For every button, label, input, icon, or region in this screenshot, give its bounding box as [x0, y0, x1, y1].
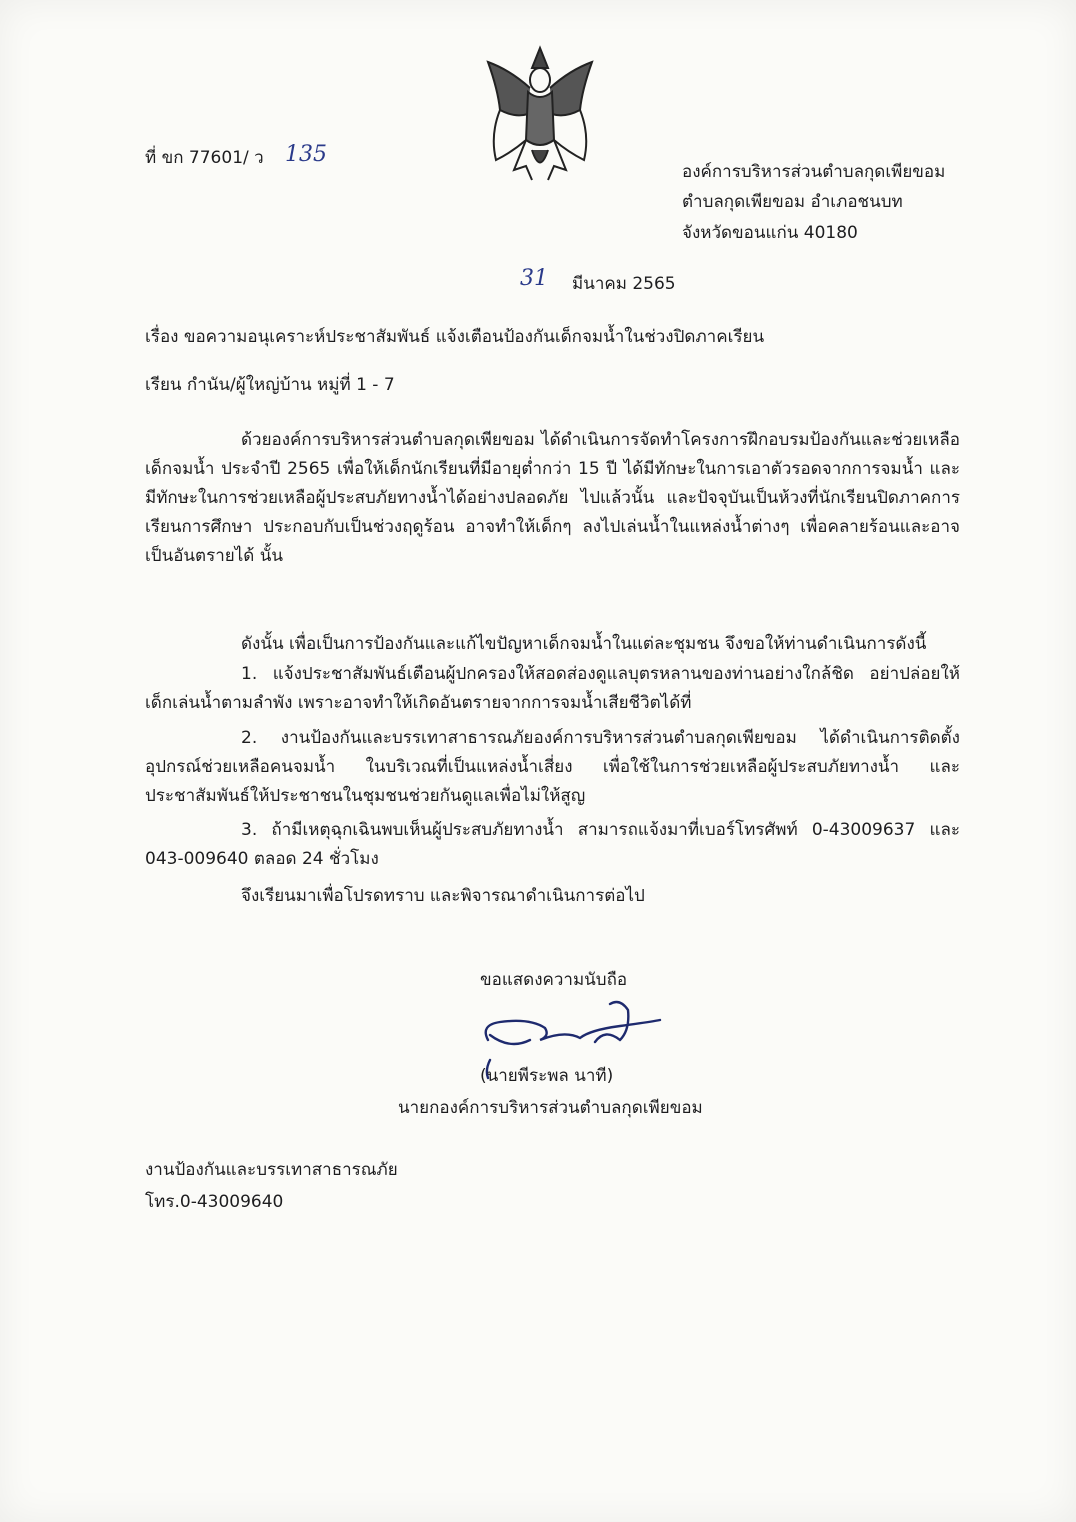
org-address-line2: จังหวัดขอนแก่น 40180: [682, 223, 858, 243]
list-item-1: 1. แจ้งประชาสัมพันธ์เตือนผู้ปกครองให้สอดส่องดูแลบุตรหลานของท่านอย่างใกล้ชิด อย่าปล่อยให้เด็กเล่นน้ำตามลำพัง เพราะอาจทำให้เกิดอันตรายจากการจมน้ำเสียชีวิตได้ที่: [145, 664, 960, 713]
reference-number: ที่ ขก 77601/ ว: [145, 148, 264, 168]
org-address-line1: ตำบลกุดเพียขอม อำเภอชนบท: [682, 192, 903, 212]
reference-number-handwritten: 135: [285, 142, 327, 167]
list-item-2: 2. งานป้องกันและบรรเทาสาธารณภัยองค์การบริหารส่วนตำบลกุดเพียขอม ได้ดำเนินการติดตั้งอุปกรณ์ช่วยเหลือคนจมน้ำ ในบริเวณที่เป็นแหล่งน้ำเสี่ยง เพื่อใช้ในการช่วยเหลือผู้ประสบภัยทางน้ำ และประชาสัมพันธ์ให้ประชาชนในชุมชนช่วยกันดูแลเพื่อไม่ให้สูญ: [145, 728, 960, 806]
body-paragraph-2: ดังนั้น เพื่อเป็นการป้องกันและแก้ไขปัญหาเด็กจมน้ำในแต่ละชุมชน จึงขอให้ท่านดำเนินการดังนี้: [241, 634, 927, 654]
salutation: ขอแสดงความนับถือ: [480, 970, 628, 990]
signer-name: (นายพีระพล นาที): [480, 1066, 614, 1086]
garuda-emblem-icon: [470, 40, 610, 190]
footer-department: งานป้องกันและบรรเทาสาธารณภัย: [145, 1160, 398, 1180]
org-name: องค์การบริหารส่วนตำบลกุดเพียขอม: [682, 162, 946, 182]
subject-line: เรื่อง ขอความอนุเคราะห์ประชาสัมพันธ์ แจ้งเตือนป้องกันเด็กจมน้ำในช่วงปิดภาคเรียน: [145, 327, 765, 347]
body-paragraph-1: ด้วยองค์การบริหารส่วนตำบลกุดเพียขอม ได้ดำเนินการจัดทำโครงการฝึกอบรมป้องกันและช่วยเหลือเด็กจมน้ำ ประจำปี 2565 เพื่อให้เด็กนักเรียนที่มีอายุต่ำกว่า 15 ปี ได้มีทักษะในการเอาตัวรอดจากการจมน้ำ และมีทักษะในการช่วยเหลือผู้ประสบภัยทางน้ำได้อย่างปลอดภัย ไปแล้วนั้น และปัจจุบันเป็นห้วงที่นักเรียนปิดภาคการเรียนการศึกษา ประกอบกับเป็นช่วงฤดูร้อน อาจทำให้เด็กๆ ลงไปเล่นน้ำในแหล่งน้ำต่างๆ เพื่อคลายร้อนและอาจเป็นอันตรายได้ นั้น: [145, 430, 960, 566]
list-item-3: 3. ถ้ามีเหตุฉุกเฉินพบเห็นผู้ประสบภัยทางน้ำ สามารถแจ้งมาที่เบอร์โทรศัพท์ 0-43009637 และ 043-009640 ตลอด 24 ชั่วโมง: [145, 820, 960, 869]
recipient-line: เรียน กำนัน/ผู้ใหญ่บ้าน หมู่ที่ 1 - 7: [145, 375, 395, 395]
closing-line: จึงเรียนมาเพื่อโปรดทราบ และพิจารณาดำเนินการต่อไป: [241, 886, 645, 906]
signer-title: นายกองค์การบริหารส่วนตำบลกุดเพียขอม: [398, 1098, 703, 1118]
footer-phone: โทร.0-43009640: [145, 1192, 284, 1212]
date-month-year: มีนาคม 2565: [572, 274, 676, 294]
date-day-handwritten: 31: [520, 266, 548, 291]
